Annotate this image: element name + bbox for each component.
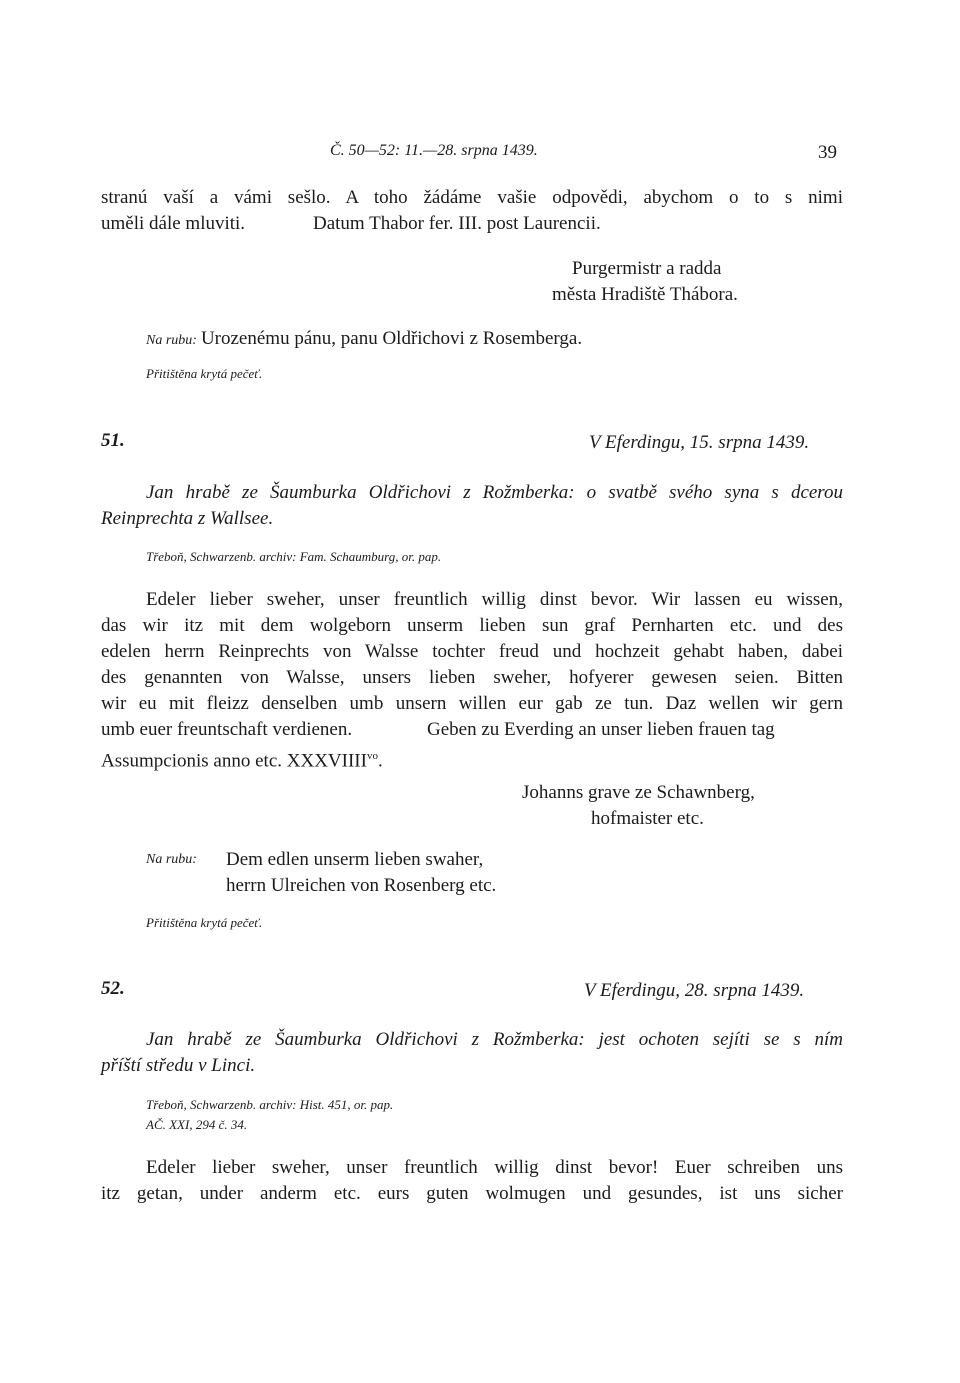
body-text: Assumpcionis anno etc. XXXVIIII: [101, 750, 367, 772]
page-number: 39: [818, 142, 837, 163]
address-label: Na rubu:: [146, 852, 197, 867]
body-line: umb euer freuntschaft verdienen.: [101, 719, 353, 740]
body-line: [101, 743, 383, 774]
letter-number: 51.: [101, 430, 125, 451]
body-line: edelen herrn Reinprechts von Walsse tochter freud und hochzeit gehabt haben, dabei: [101, 641, 843, 662]
place-date: V Eferdingu, 28. srpna 1439.: [584, 980, 805, 1001]
running-title: Č. 50—52: 11.—28. srpna 1439.: [330, 142, 538, 159]
body-line: Edeler lieber sweher, unser freuntlich willig dinst bevor! Euer schreiben uns: [146, 1157, 843, 1178]
signature-line: hofmaister etc.: [591, 808, 704, 829]
summary-line: Jan hrabě ze Šaumburka Oldřichovi z Rožmberka: o svatbě svého syna s dcerou: [146, 482, 843, 503]
address-label: Na rubu:: [146, 333, 197, 348]
summary-line: Reinprechta z Wallsee.: [101, 508, 274, 529]
body-line: das wir itz mit dem wolgeborn unserm lieben sun graf Pernharten etc. und des: [101, 615, 843, 636]
body-line: wir eu mit fleizz denselben umb unsern willen eur gab ze tun. Daz wellen wir gern: [101, 693, 843, 714]
signature-line: Purgermistr a radda: [572, 258, 722, 279]
superscript: vo: [366, 750, 378, 762]
address-line: Dem edlen unserm lieben swaher,: [226, 849, 484, 870]
summary-line: příští středu v Linci.: [101, 1055, 256, 1076]
place-date: V Eferdingu, 15. srpna 1439.: [589, 432, 810, 453]
body-line: Datum Thabor fer. III. post Laurencii.: [313, 213, 601, 234]
body-line: uměli dále mluviti.: [101, 213, 246, 234]
signature-line: Johanns grave ze Schawnberg,: [522, 782, 755, 803]
address-line: herrn Ulreichen von Rosenberg etc.: [226, 875, 497, 896]
body-line: Geben zu Everding an unser lieben frauen tag: [427, 719, 775, 740]
letter-number: 52.: [101, 978, 125, 999]
signature-line: města Hradiště Thábora.: [552, 284, 738, 305]
body-text: .: [377, 750, 383, 772]
address-text: Urozenému pánu, panu Oldřichovi z Rosemberga.: [200, 328, 583, 349]
body-line: des genannten von Walsse, unsers lieben sweher, hofyerer gewesen seien. Bitten: [101, 667, 843, 688]
source-note: Třeboň, Schwarzenb. archiv: Hist. 451, or. pap.: [146, 1097, 394, 1112]
body-line: itz getan, under anderm etc. eurs guten wolmugen und gesundes, ist uns sicher: [101, 1183, 843, 1204]
body-line: stranú vaší a vámi sešlo. A toho žádáme vašie odpovědi, abychom o to s nimi: [101, 187, 843, 208]
summary-line: Jan hrabě ze Šaumburka Oldřichovi z Rožmberka: jest ochoten sejíti se s ním: [146, 1029, 843, 1050]
source-note: Třeboň, Schwarzenb. archiv: Fam. Schaumburg, or. pap.: [146, 549, 442, 564]
source-note: AČ. XXI, 294 č. 34.: [146, 1117, 248, 1132]
seal-note: Přitištěna krytá pečeť.: [146, 366, 263, 381]
address: [146, 326, 582, 352]
seal-note: Přitištěna krytá pečeť.: [146, 915, 263, 930]
body-line: Edeler lieber sweher, unser freuntlich willig dinst bevor. Wir lassen eu wissen,: [146, 589, 843, 610]
